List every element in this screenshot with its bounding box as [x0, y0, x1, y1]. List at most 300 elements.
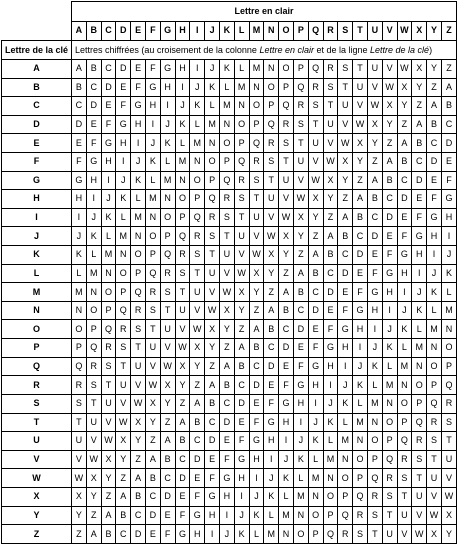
cipher-cell: P — [145, 246, 160, 265]
key-header: Lettre de la clé — [2, 41, 72, 60]
cipher-cell: X — [279, 227, 294, 246]
cipher-cell: D — [397, 190, 412, 209]
cipher-cell: T — [131, 339, 146, 358]
cipher-cell: O — [323, 487, 338, 506]
cipher-cell: E — [412, 190, 427, 209]
cipher-cell: V — [205, 283, 220, 302]
key-row-w — [2, 469, 457, 488]
cipher-cell: R — [190, 227, 205, 246]
key-row-d — [2, 115, 457, 134]
key-letter-b: B — [2, 78, 72, 97]
cipher-cell: N — [353, 432, 368, 451]
cipher-cell: J — [249, 487, 264, 506]
cipher-cell: Q — [264, 115, 279, 134]
cipher-cell: M — [353, 413, 368, 432]
cipher-cell: N — [427, 339, 442, 358]
cipher-cell: B — [249, 339, 264, 358]
column-header-row — [2, 21, 457, 41]
cipher-cell: P — [279, 78, 294, 97]
cipher-cell: L — [441, 283, 456, 302]
corner-cell-2 — [2, 21, 72, 41]
key-row-a — [2, 59, 457, 78]
cipher-cell: B — [86, 59, 101, 78]
cipher-cell: B — [219, 376, 234, 395]
cipher-cell: Y — [160, 394, 175, 413]
cipher-cell: N — [116, 246, 131, 265]
cipher-cell: Z — [145, 432, 160, 451]
cipher-cell: K — [367, 357, 382, 376]
key-row-n — [2, 301, 457, 320]
cipher-cell: J — [116, 171, 131, 190]
cipher-cell: O — [145, 227, 160, 246]
cipher-cell: A — [219, 357, 234, 376]
cipher-cell: U — [279, 171, 294, 190]
cipher-cell: A — [86, 525, 101, 544]
cipher-cell: G — [131, 97, 146, 116]
cipher-cell: N — [412, 357, 427, 376]
cipher-cell: H — [293, 394, 308, 413]
cipher-cell: Y — [101, 469, 116, 488]
cipher-cell: W — [279, 208, 294, 227]
cipher-cell: U — [72, 432, 87, 451]
cipher-cell: F — [160, 525, 175, 544]
cipher-cell: K — [279, 469, 294, 488]
cipher-cell: X — [397, 78, 412, 97]
column-letter-h: H — [175, 21, 190, 41]
cipher-cell: J — [397, 301, 412, 320]
key-letter-p: P — [2, 339, 72, 358]
cipher-cell: Z — [323, 208, 338, 227]
cipher-cell: M — [190, 134, 205, 153]
cipher-cell: C — [175, 450, 190, 469]
cipher-cell: A — [441, 78, 456, 97]
cipher-cell: P — [101, 301, 116, 320]
cipher-cell: V — [72, 450, 87, 469]
key-row-p — [2, 339, 457, 358]
cipher-cell: G — [293, 376, 308, 395]
cipher-cell: Q — [86, 339, 101, 358]
cipher-cell: O — [441, 339, 456, 358]
cipher-cell: C — [308, 283, 323, 302]
key-letter-v: V — [2, 450, 72, 469]
cipher-cell: W — [338, 134, 353, 153]
cipher-cell: A — [190, 394, 205, 413]
cipher-cell: Q — [160, 246, 175, 265]
cipher-cell: J — [338, 376, 353, 395]
cipher-cell: F — [131, 78, 146, 97]
cipher-cell: R — [219, 190, 234, 209]
cipher-cell: M — [234, 78, 249, 97]
cipher-cell: U — [205, 264, 220, 283]
cipher-cell: W — [367, 97, 382, 116]
cipher-cell: N — [190, 152, 205, 171]
cipher-cell: Y — [338, 171, 353, 190]
cipher-cell: L — [382, 357, 397, 376]
cipher-cell: F — [86, 134, 101, 153]
column-letter-z: Z — [441, 21, 456, 41]
cipher-cell: C — [353, 227, 368, 246]
cipher-cell: U — [175, 301, 190, 320]
cipher-cell: P — [249, 115, 264, 134]
cipher-cell: H — [116, 134, 131, 153]
cipher-cell: G — [323, 339, 338, 358]
cipher-cell: J — [308, 413, 323, 432]
cipher-cell: Q — [101, 320, 116, 339]
cipher-cell: M — [219, 97, 234, 116]
cipher-cell: T — [205, 246, 220, 265]
key-row-u — [2, 432, 457, 451]
cipher-cell: V — [323, 134, 338, 153]
cipher-cell: S — [249, 171, 264, 190]
cipher-cell: J — [427, 264, 442, 283]
cipher-cell: J — [175, 97, 190, 116]
cipher-cell: X — [145, 394, 160, 413]
key-letter-c: C — [2, 97, 72, 116]
column-letter-i: I — [190, 21, 205, 41]
column-letter-m: M — [249, 21, 264, 41]
cipher-cell: P — [264, 97, 279, 116]
cipher-cell: L — [427, 301, 442, 320]
cipher-cell: S — [234, 190, 249, 209]
cipher-cell: R — [308, 78, 323, 97]
cipher-cell: N — [72, 301, 87, 320]
cipher-cell: H — [308, 376, 323, 395]
cipher-cell: H — [86, 171, 101, 190]
cipher-cell: N — [175, 171, 190, 190]
key-row-y — [2, 506, 457, 525]
cipher-cell: V — [382, 59, 397, 78]
cipher-cell: A — [338, 208, 353, 227]
cipher-cell: N — [131, 227, 146, 246]
cipher-cell: F — [353, 283, 368, 302]
cipher-cell: E — [308, 320, 323, 339]
cipher-cell: D — [353, 246, 368, 265]
key-letter-y: Y — [2, 506, 72, 525]
cipher-cell: F — [279, 376, 294, 395]
cipher-cell: A — [353, 190, 368, 209]
cipher-cell: X — [131, 413, 146, 432]
cipher-cell: M — [175, 152, 190, 171]
key-letter-o: O — [2, 320, 72, 339]
cipher-cell: Y — [86, 487, 101, 506]
cipher-cell: J — [382, 320, 397, 339]
cipher-cell: A — [382, 152, 397, 171]
cipher-cell: O — [249, 97, 264, 116]
cipher-cell: J — [293, 432, 308, 451]
cipher-cell: U — [190, 283, 205, 302]
cipher-cell: T — [249, 190, 264, 209]
cipher-cell: N — [160, 190, 175, 209]
cipher-cell: M — [101, 246, 116, 265]
cipher-cell: N — [279, 525, 294, 544]
cipher-cell: G — [160, 59, 175, 78]
cipher-cell: X — [175, 357, 190, 376]
column-letter-r: R — [323, 21, 338, 41]
cipher-cell: Y — [145, 413, 160, 432]
cipher-cell: A — [72, 59, 87, 78]
cipher-cell: X — [308, 190, 323, 209]
cipher-cell: J — [353, 357, 368, 376]
cipher-cell: R — [101, 339, 116, 358]
key-row-f — [2, 152, 457, 171]
description-part: ) — [429, 44, 433, 55]
cipher-cell: M — [397, 357, 412, 376]
cipher-cell: Y — [116, 450, 131, 469]
cipher-cell: G — [175, 525, 190, 544]
cipher-cell: P — [86, 320, 101, 339]
cipher-cell: T — [427, 450, 442, 469]
cipher-cell: O — [72, 320, 87, 339]
cipher-cell: Q — [367, 469, 382, 488]
cipher-cell: H — [131, 115, 146, 134]
cipher-cell: W — [145, 376, 160, 395]
key-row-e — [2, 134, 457, 153]
cipher-cell: M — [382, 376, 397, 395]
cipher-cell: E — [116, 78, 131, 97]
cipher-cell: T — [353, 59, 368, 78]
cipher-cell: T — [412, 469, 427, 488]
cipher-cell: O — [353, 450, 368, 469]
cipher-cell: X — [234, 283, 249, 302]
cipher-cell: L — [412, 320, 427, 339]
cipher-cell: A — [427, 97, 442, 116]
cipher-cell: F — [308, 339, 323, 358]
cipher-cell: V — [367, 78, 382, 97]
cipher-cell: S — [205, 227, 220, 246]
cipher-cell: Y — [279, 246, 294, 265]
cipher-cell: B — [427, 115, 442, 134]
column-letter-w: W — [397, 21, 412, 41]
cipher-cell: T — [264, 171, 279, 190]
cipher-cell: N — [234, 97, 249, 116]
cipher-cell: Z — [382, 134, 397, 153]
cipher-cell: C — [249, 357, 264, 376]
cipher-cell: V — [190, 301, 205, 320]
cipher-cell: E — [323, 301, 338, 320]
cipher-cell: Z — [116, 469, 131, 488]
cipher-cell: P — [382, 432, 397, 451]
cipher-cell: F — [441, 171, 456, 190]
cipher-cell: S — [323, 78, 338, 97]
cipher-cell: F — [323, 320, 338, 339]
cipher-cell: Z — [427, 78, 442, 97]
key-letter-w: W — [2, 469, 72, 488]
cipher-cell: R — [323, 59, 338, 78]
cipher-cell: H — [441, 208, 456, 227]
cipher-cell: U — [367, 59, 382, 78]
cipher-cell: R — [293, 97, 308, 116]
cipher-cell: I — [279, 432, 294, 451]
cipher-cell: P — [397, 413, 412, 432]
cipher-cell: C — [131, 506, 146, 525]
cipher-cell: H — [279, 413, 294, 432]
key-letter-e: E — [2, 134, 72, 153]
cipher-cell: W — [131, 394, 146, 413]
cipher-cell: Z — [219, 339, 234, 358]
cipher-cell: E — [234, 413, 249, 432]
cipher-cell: X — [441, 506, 456, 525]
cipher-cell: A — [279, 283, 294, 302]
cipher-cell: Z — [353, 171, 368, 190]
cipher-cell: Q — [382, 450, 397, 469]
key-row-g — [2, 171, 457, 190]
cipher-cell: D — [205, 432, 220, 451]
cipher-cell: W — [219, 283, 234, 302]
cipher-cell: V — [234, 246, 249, 265]
cipher-cell: C — [86, 78, 101, 97]
cipher-cell: B — [175, 432, 190, 451]
cipher-cell: X — [382, 97, 397, 116]
cipher-cell: R — [338, 525, 353, 544]
cipher-cell: B — [234, 357, 249, 376]
cipher-cell: V — [116, 394, 131, 413]
cipher-cell: S — [353, 525, 368, 544]
cipher-cell: V — [175, 320, 190, 339]
cipher-cell: Q — [353, 487, 368, 506]
cipher-cell: L — [101, 227, 116, 246]
cipher-cell: J — [412, 283, 427, 302]
cipher-cell: Y — [264, 264, 279, 283]
cipher-cell: I — [234, 487, 249, 506]
key-letter-m: M — [2, 283, 72, 302]
cipher-cell: K — [323, 413, 338, 432]
column-letter-y: Y — [427, 21, 442, 41]
cipher-cell: P — [205, 171, 220, 190]
cipher-cell: K — [293, 450, 308, 469]
cipher-cell: F — [397, 227, 412, 246]
cipher-cell: Q — [441, 376, 456, 395]
cipher-cell: B — [145, 469, 160, 488]
cipher-cell: T — [116, 357, 131, 376]
cipher-cell: A — [264, 301, 279, 320]
cipher-cell: X — [72, 487, 87, 506]
cipher-cell: C — [279, 320, 294, 339]
cipher-cell: M — [441, 301, 456, 320]
cipher-cell: K — [441, 264, 456, 283]
cipher-cell: Z — [441, 59, 456, 78]
cipher-cell: G — [234, 450, 249, 469]
cipher-cell: P — [234, 134, 249, 153]
cipher-cell: X — [101, 450, 116, 469]
cipher-cell: J — [264, 469, 279, 488]
cipher-cell: U — [264, 190, 279, 209]
cipher-cell: W — [397, 59, 412, 78]
cipher-cell: E — [86, 115, 101, 134]
cipher-cell: X — [412, 59, 427, 78]
cipher-cell: P — [72, 339, 87, 358]
cipher-cell: T — [441, 432, 456, 451]
cipher-cell: N — [441, 320, 456, 339]
cipher-cell: C — [219, 394, 234, 413]
cipher-cell: D — [175, 469, 190, 488]
cipher-cell: E — [160, 506, 175, 525]
cipher-cell: I — [249, 469, 264, 488]
cipher-cell: E — [190, 469, 205, 488]
cipher-cell: M — [427, 320, 442, 339]
cipher-cell: W — [160, 357, 175, 376]
column-letter-b: B — [86, 21, 101, 41]
cipher-cell: J — [205, 59, 220, 78]
key-letter-l: L — [2, 264, 72, 283]
cipher-cell: I — [323, 376, 338, 395]
cipher-cell: X — [219, 301, 234, 320]
cipher-cell: D — [116, 59, 131, 78]
cipher-cell: L — [116, 208, 131, 227]
cipher-cell: Y — [323, 190, 338, 209]
cipher-cell: Z — [131, 450, 146, 469]
cipher-cell: X — [249, 264, 264, 283]
cipher-cell: B — [160, 450, 175, 469]
cipher-cell: P — [175, 208, 190, 227]
cipher-cell: S — [264, 152, 279, 171]
cipher-cell: O — [116, 264, 131, 283]
column-letter-s: S — [338, 21, 353, 41]
key-letter-q: Q — [2, 357, 72, 376]
cipher-cell: U — [131, 357, 146, 376]
cipher-cell: D — [190, 450, 205, 469]
cipher-cell: W — [412, 525, 427, 544]
cipher-cell: O — [412, 376, 427, 395]
cipher-cell: S — [145, 301, 160, 320]
cipher-cell: N — [308, 487, 323, 506]
cipher-cell: U — [86, 413, 101, 432]
cipher-cell: L — [249, 525, 264, 544]
cipher-cell: J — [323, 394, 338, 413]
cipher-cell: Z — [205, 357, 220, 376]
cipher-cell: J — [190, 78, 205, 97]
cipher-cell: Z — [72, 525, 87, 544]
cipher-cell: D — [145, 506, 160, 525]
cipher-cell: G — [86, 152, 101, 171]
cipher-cell: U — [397, 506, 412, 525]
cipher-cell: N — [323, 469, 338, 488]
cipher-cell: U — [249, 208, 264, 227]
cipher-cell: L — [264, 506, 279, 525]
cipher-cell: G — [427, 208, 442, 227]
cipher-cell: P — [160, 227, 175, 246]
cipher-cell: O — [101, 283, 116, 302]
column-letter-u: U — [367, 21, 382, 41]
cipher-cell: K — [219, 59, 234, 78]
cipher-cell: S — [72, 394, 87, 413]
cipher-cell: W — [382, 78, 397, 97]
cipher-cell: I — [175, 78, 190, 97]
cipher-cell: H — [160, 78, 175, 97]
cipher-cell: U — [308, 134, 323, 153]
column-letter-t: T — [353, 21, 368, 41]
key-letter-x: X — [2, 487, 72, 506]
cipher-cell: A — [412, 115, 427, 134]
cipher-cell: Z — [308, 227, 323, 246]
cipher-cell: F — [234, 432, 249, 451]
cipher-cell: S — [160, 283, 175, 302]
cipher-cell: R — [441, 394, 456, 413]
key-row-i — [2, 208, 457, 227]
column-letter-a: A — [72, 21, 87, 41]
cipher-cell: A — [249, 320, 264, 339]
cipher-cell: I — [190, 59, 205, 78]
cipher-cell: P — [131, 264, 146, 283]
cipher-cell: U — [353, 78, 368, 97]
cipher-cell: G — [367, 283, 382, 302]
cipher-cell: E — [131, 59, 146, 78]
cipher-cell: G — [308, 357, 323, 376]
key-letter-a: A — [2, 59, 72, 78]
cipher-cell: Z — [338, 190, 353, 209]
cipher-cell: G — [441, 190, 456, 209]
cipher-cell: E — [264, 376, 279, 395]
key-row-t — [2, 413, 457, 432]
